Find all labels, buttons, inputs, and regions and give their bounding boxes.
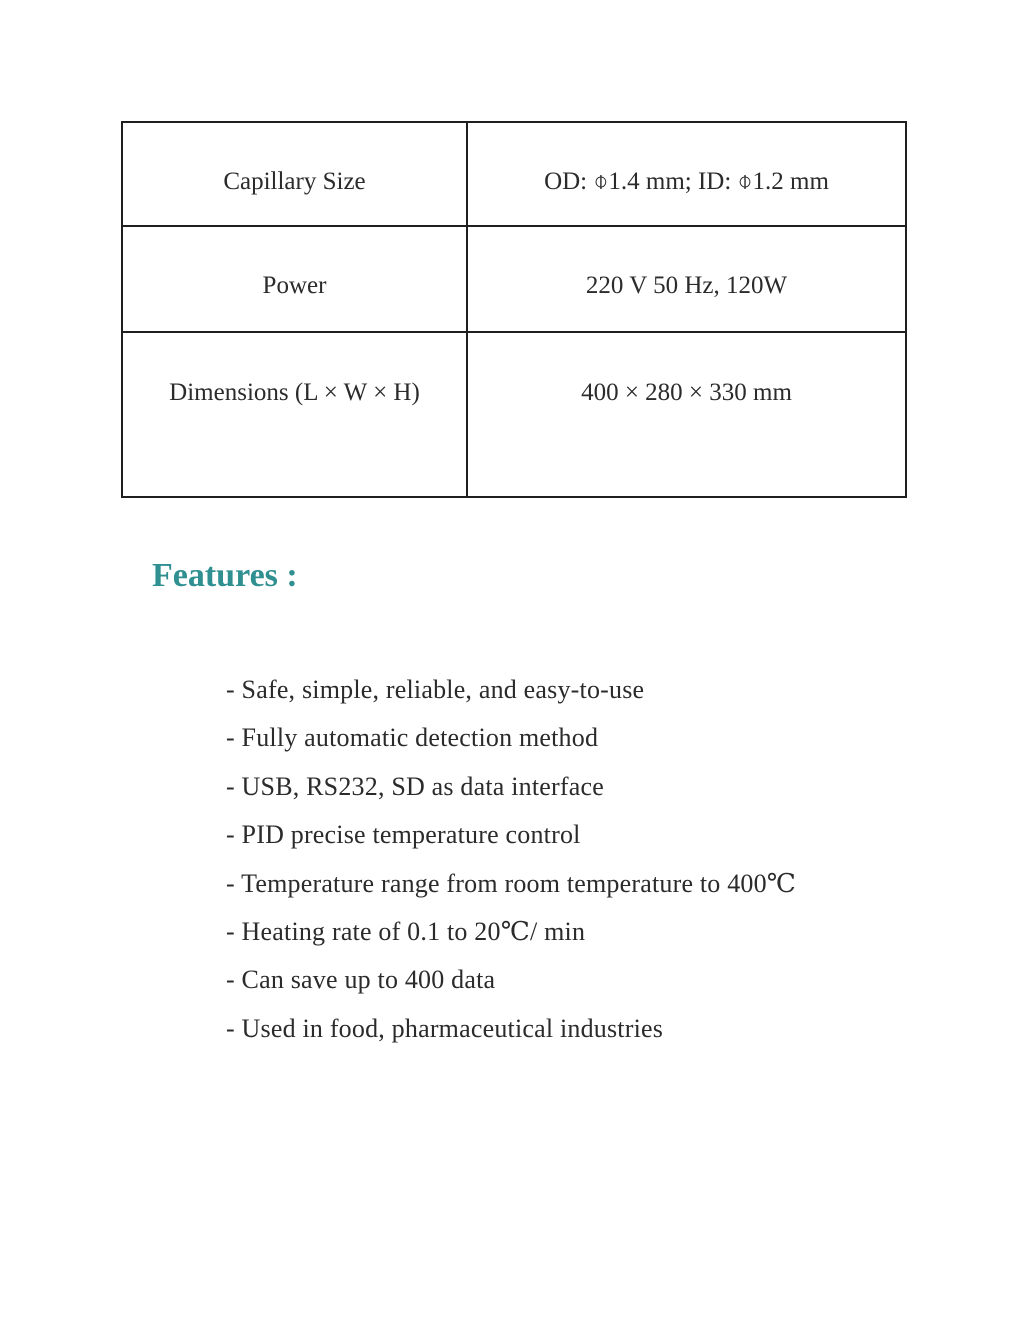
features-heading: Features :: [152, 557, 298, 594]
spec-value-capillary-size: OD: ⌽1.4 mm; ID: ⌽1.2 mm: [467, 122, 906, 226]
list-item: - Safe, simple, reliable, and easy-to-use: [226, 675, 645, 704]
list-item: - Used in food, pharmaceutical industries: [226, 1013, 664, 1043]
spec-value-dimensions: 400 × 280 × 330 mm: [467, 332, 906, 497]
list-item: - USB, RS232, SD as data interface: [226, 771, 604, 801]
table-row: [122, 226, 906, 332]
spec-label-capillary-size: Capillary Size: [122, 122, 467, 226]
list-item: - Can save up to 400 data: [226, 965, 496, 995]
list-item: - Heating rate of 0.1 to 20℃/ min: [226, 917, 586, 947]
spec-label-dimensions: Dimensions (L × W × H): [122, 332, 467, 497]
table-row: [122, 122, 906, 226]
spec-value-power: 220 V 50 Hz, 120W: [467, 226, 906, 332]
table-row: [122, 332, 906, 497]
list-item: - Temperature range from room temperature to 400℃: [226, 868, 797, 898]
features-list: [226, 666, 846, 1053]
list-item: - PID precise temperature control: [226, 820, 581, 850]
spec-label-power: Power: [122, 226, 467, 332]
specifications-table: [121, 121, 907, 498]
list-item: - Fully automatic detection method: [226, 723, 599, 753]
